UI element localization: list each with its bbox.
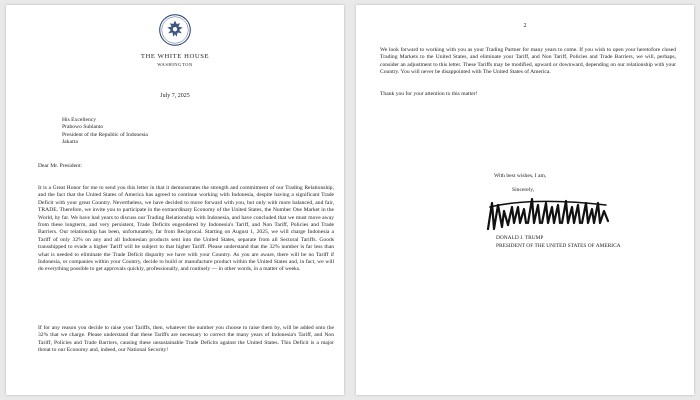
signer-name: DONALD J. TRUMP: [496, 235, 544, 241]
recipient-line-2: Prabowo Subianto: [62, 124, 104, 131]
signature-image: [484, 193, 612, 237]
sincerely-line: Sincerely,: [512, 187, 535, 193]
recipient-line-3: President of the Republic of Indonesia: [62, 131, 148, 138]
body-paragraph-1: It is a Great Honor for me to send you this letter in that it demonstrates the strength and commitment of our Trading Relationship, and the fact that the United States of America has agreed to continue working with Indonesia, despite having a significant Trade Deficit with your great Country. Nevertheless, we have decided to move forward with you, but only with more balanced, and fair, TRADE. Therefore, we invite you to participate in the extraordinary Economy of the United States, the Number One Market in the World, by far. We have had years to discuss our Trading Relationship with Indonesia, and have concluded that we must move away from these longterm, and very persistent, Trade Deficits engendered by Indonesia's Tariff, and Non Tariff, Policies and Trade Barriers. Our relationship has been, unfortunately, far from Reciprocal. Starting on August 1, 2025, we will charge Indonesia a Tariff of only 32% on any and all Indonesian products sent into the United States, separate from all Sectoral Tariffs. Goods transshipped to evade a higher Tariff will be subject to that higher Tariff. Please understand that the 32% number is far less than what is needed to eliminate the Trade Deficit disparity we have with your Country. As you are aware, there will be no Tariff if Indonesia, or companies within your Country, decide to build or manufacture product within the United States and, in fact, we will do everything possible to get approvals quickly, professionally, and routinely — in other words, in a matter of weeks.: [38, 185, 334, 273]
letter-date: July 7, 2025: [160, 93, 190, 99]
closing-line: With best wishes, I am,: [494, 173, 547, 179]
letterhead-title: THE WHITE HOUSE: [140, 53, 210, 60]
recipient-address: [62, 117, 148, 147]
body-paragraph-2: If for any reason you decide to raise your Tariffs, then, whatever the number you choose to raise them by, will be added onto the 32% that we charge. Please understand that these Tariffs are necessary to correct the many years of Indonesia's Tariff, and Non Tariff, Policies and Trade Barriers, causing these unsustainable Trade Deficits against the United States. This Deficit is a major threat to our Economy and, indeed, our National Security!: [38, 325, 334, 354]
letterhead: [6, 13, 344, 67]
page2-paragraph: We look forward to working with you as your Trading Partner for many years to come. If you wish to open your heretofore closed Trading Markets to the United States, and eliminate your Tariff, and Non Tariff, Policies and Trade Barriers, we will, perhaps, consider an adjustment to this letter. These Tariffs may be modified, upward or downward, depending on our relationship with your Country. You will never be disappointed with The United States of America.: [380, 47, 676, 76]
presidential-seal-icon: [158, 13, 192, 47]
letterhead-city: WASHINGTON: [157, 62, 193, 67]
letter-page-2: [356, 5, 694, 395]
thanks-line: Thank you for your attention to this matter!: [380, 91, 478, 97]
letter-page-1: [6, 5, 344, 395]
page-number: 2: [523, 23, 527, 29]
signer-title: PRESIDENT OF THE UNITED STATES OF AMERICA: [496, 243, 621, 249]
salutation: Dear Mr. President:: [38, 163, 82, 169]
recipient-line-4: Jakarta: [62, 139, 78, 146]
recipient-line-1: His Excellency: [62, 117, 97, 123]
